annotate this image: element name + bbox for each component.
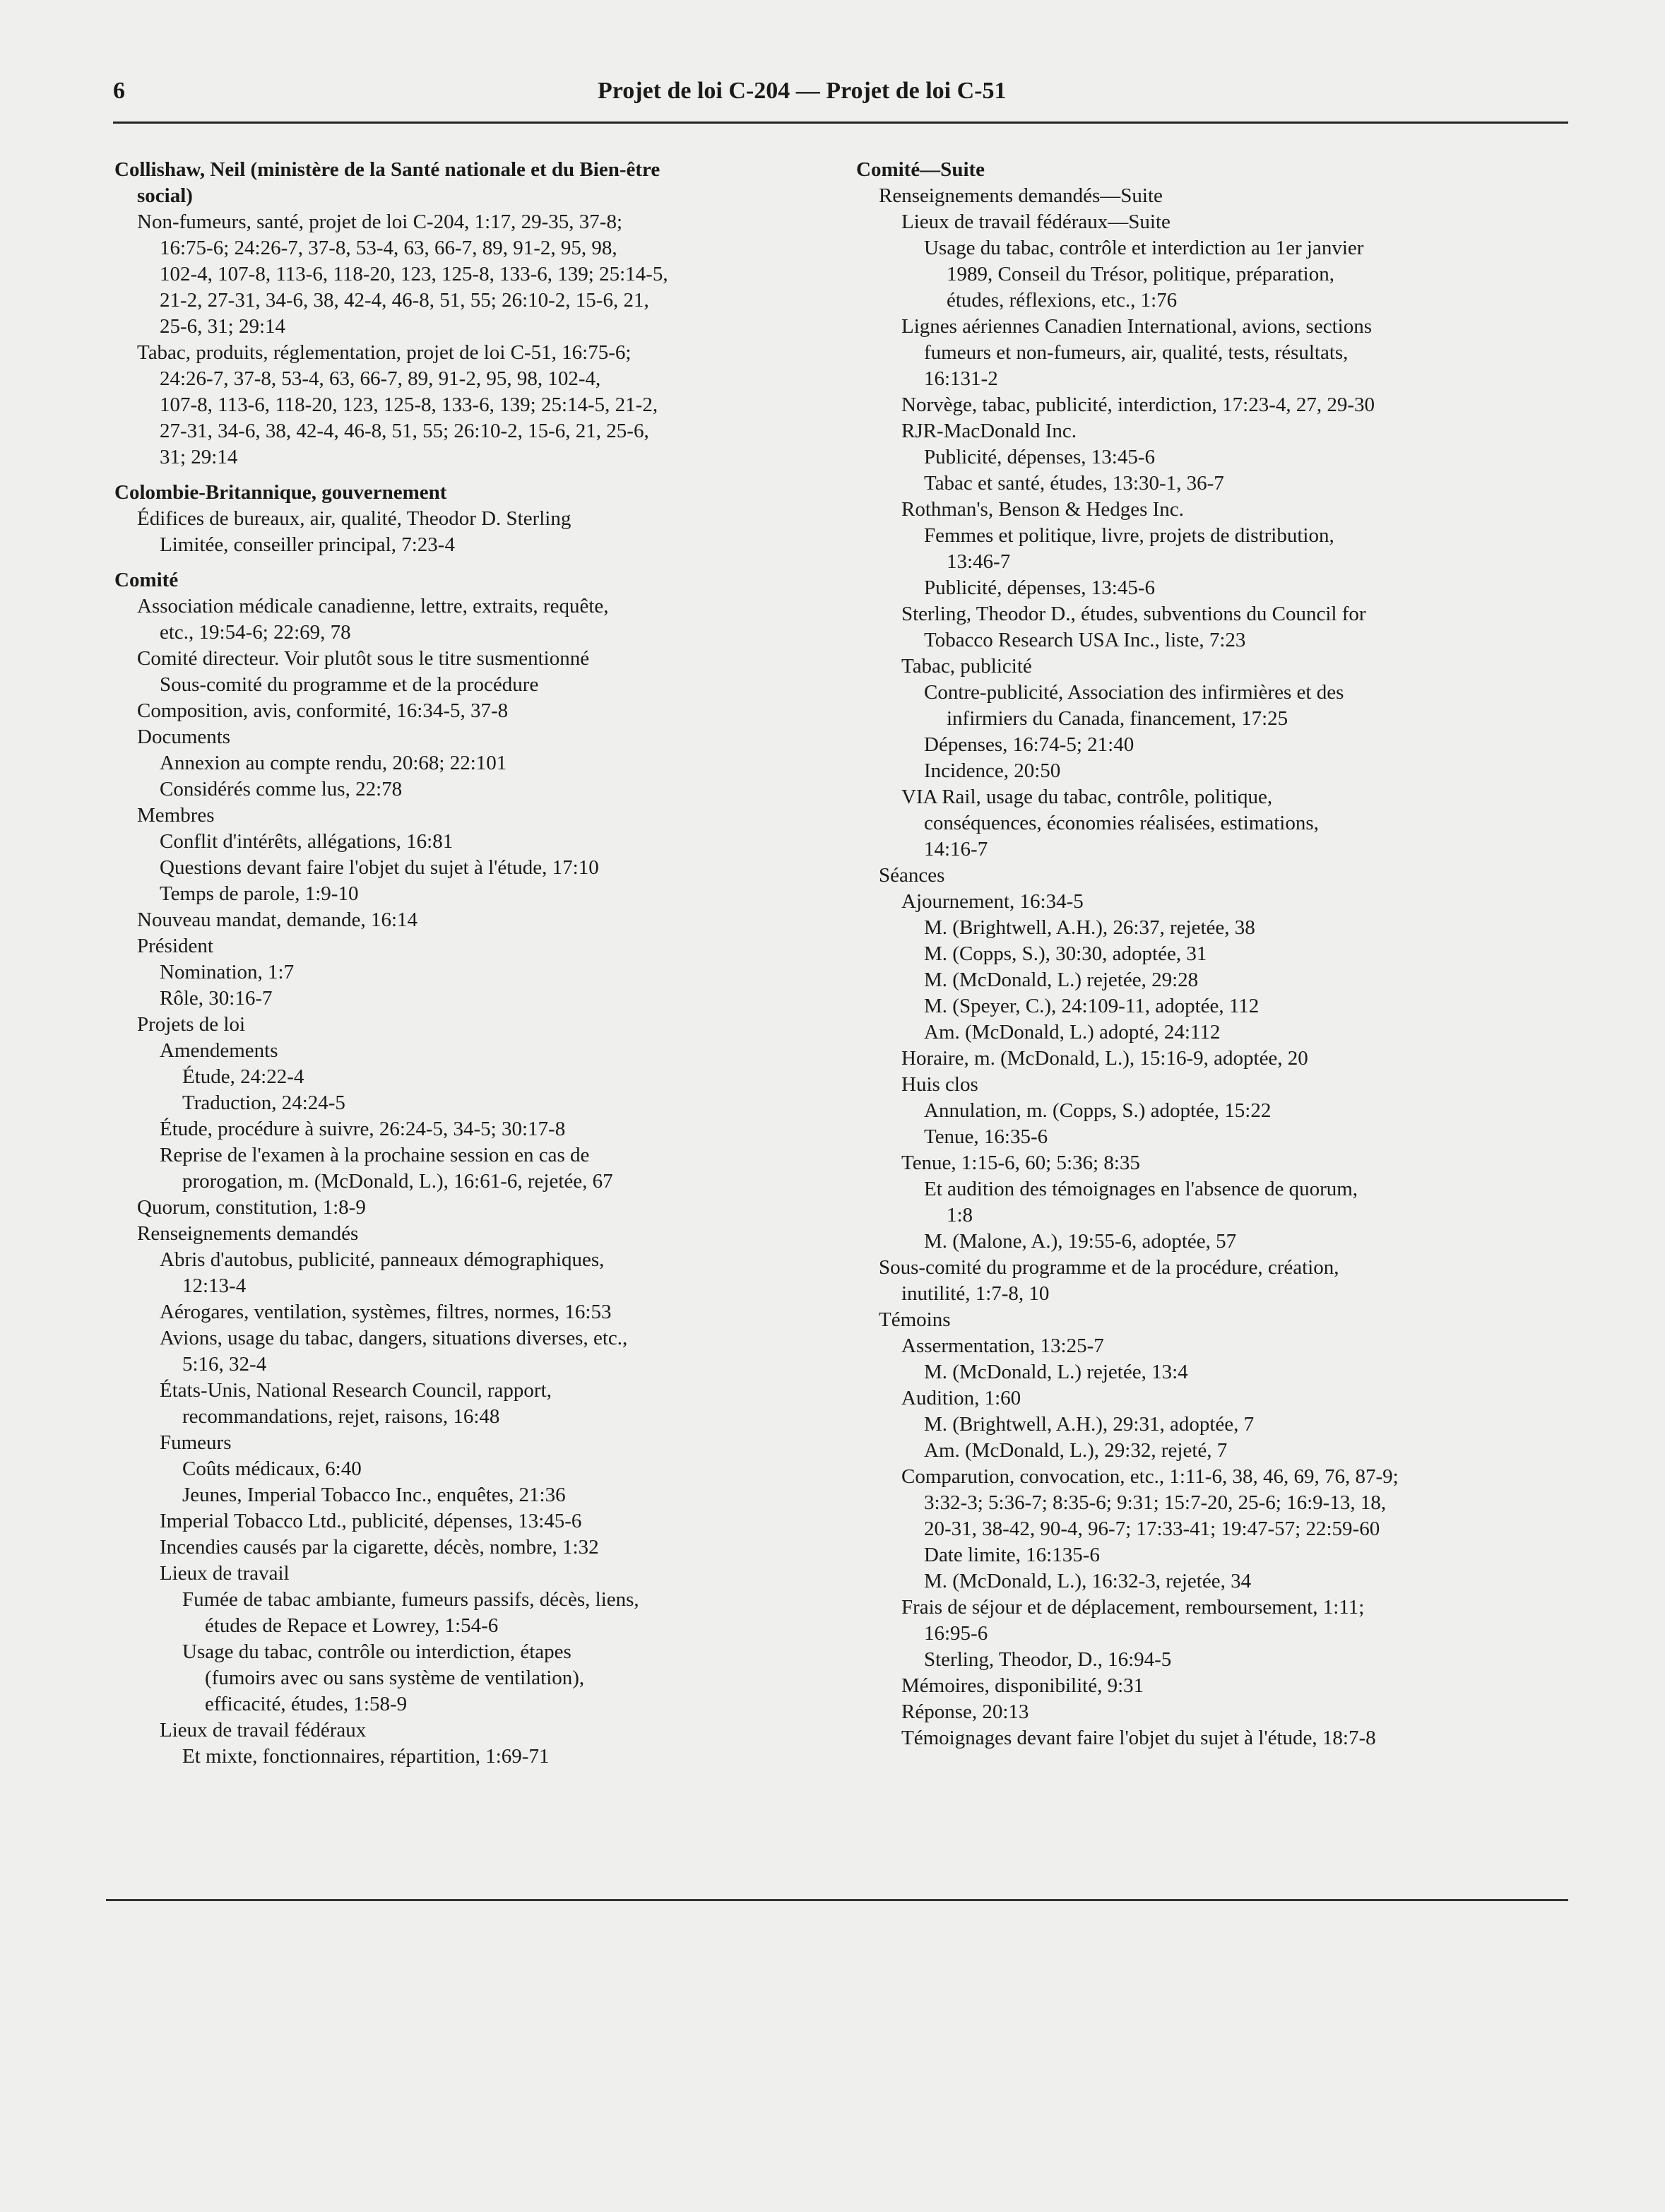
index-entry bbox=[856, 444, 1556, 471]
index-line: Témoignages devant faire l'objet du sujet à l'étude, 18:7-8 bbox=[901, 1727, 1376, 1749]
page-header bbox=[113, 78, 1568, 105]
index-line: Tenue, 1:15-6, 60; 5:36; 8:35 bbox=[901, 1152, 1140, 1174]
index-entry bbox=[856, 1438, 1556, 1464]
index-entry bbox=[856, 993, 1556, 1019]
index-entry bbox=[856, 1699, 1556, 1725]
index-line: Tabac et santé, études, 13:30-1, 36-7 bbox=[924, 472, 1224, 495]
index-line: Frais de séjour et de déplacement, remboursement, 1:11; bbox=[901, 1596, 1365, 1619]
index-entry bbox=[114, 1064, 814, 1090]
index-line: 31; 29:14 bbox=[160, 446, 238, 468]
index-entry bbox=[114, 1430, 814, 1456]
index-line: conséquences, économies réalisées, estimations, bbox=[924, 812, 1319, 834]
index-line: Tabac, publicité bbox=[901, 655, 1032, 678]
index-entry bbox=[856, 653, 1556, 680]
index-line: Collishaw, Neil (ministère de la Santé nationale et du Bien-être bbox=[114, 158, 660, 181]
index-entry bbox=[856, 1595, 1556, 1647]
index-line: prorogation, m. (McDonald, L.), 16:61-6, rejetée, 67 bbox=[182, 1170, 613, 1193]
index-line: Non-fumeurs, santé, projet de loi C-204, 1:17, 29-35, 37-8; bbox=[137, 211, 623, 233]
index-line: Lieux de travail bbox=[160, 1562, 290, 1585]
index-line: 25-6, 31; 29:14 bbox=[160, 315, 286, 338]
index-entry bbox=[114, 724, 814, 750]
index-entry bbox=[856, 1568, 1556, 1595]
index-line: Am. (McDonald, L.) adopté, 24:112 bbox=[924, 1021, 1221, 1043]
index-entry bbox=[856, 915, 1556, 941]
index-line: 20-31, 38-42, 90-4, 96-7; 17:33-41; 19:47-57; 22:59-60 bbox=[924, 1518, 1380, 1540]
index-line: efficacité, études, 1:58-9 bbox=[205, 1693, 408, 1715]
index-entry bbox=[114, 646, 814, 672]
index-line: M. (Brightwell, A.H.), 26:37, rejetée, 38 bbox=[924, 916, 1255, 939]
header-rule bbox=[113, 122, 1568, 124]
index-entry bbox=[114, 1717, 814, 1744]
index-entry bbox=[114, 209, 814, 340]
index-entry bbox=[114, 672, 814, 698]
index-line: Sous-comité du programme et de la procédure bbox=[160, 673, 539, 696]
index-line: M. (Speyer, C.), 24:109-11, adoptée, 112 bbox=[924, 995, 1260, 1017]
index-entry bbox=[856, 941, 1556, 967]
index-entry bbox=[114, 959, 814, 986]
index-entry bbox=[114, 1744, 814, 1770]
index-entry bbox=[114, 907, 814, 933]
index-line: Amendements bbox=[160, 1039, 278, 1062]
index-entry bbox=[114, 1142, 814, 1195]
index-entry bbox=[856, 575, 1556, 601]
index-entry bbox=[856, 1072, 1556, 1098]
index-line: Imperial Tobacco Ltd., publicité, dépenses, 13:45-6 bbox=[160, 1510, 582, 1532]
index-entry bbox=[856, 863, 1556, 889]
index-line: Tabac, produits, réglementation, projet de loi C-51, 16:75-6; bbox=[137, 341, 632, 364]
index-line: Séances bbox=[879, 864, 945, 887]
index-entry bbox=[114, 1012, 814, 1038]
index-line: 1:8 bbox=[947, 1204, 973, 1226]
index-line: Témoins bbox=[879, 1308, 951, 1331]
index-line: Questions devant faire l'objet du sujet à l'étude, 17:10 bbox=[160, 856, 599, 879]
index-line: 1989, Conseil du Trésor, politique, préparation, bbox=[947, 263, 1334, 285]
index-line: Président bbox=[137, 935, 213, 957]
index-line: 3:32-3; 5:36-7; 8:35-6; 9:31; 15:7-20, 25-6; 16:9-13, 18, bbox=[924, 1491, 1387, 1514]
index-entry bbox=[856, 732, 1556, 758]
index-entry bbox=[114, 1561, 814, 1587]
index-line: Tenue, 16:35-6 bbox=[924, 1125, 1048, 1148]
page-number: 6 bbox=[113, 78, 125, 104]
index-entry bbox=[856, 1229, 1556, 1255]
index-line: Sterling, Theodor D., études, subventions du Council for bbox=[901, 603, 1366, 625]
index-line: Membres bbox=[137, 804, 215, 827]
index-line: États-Unis, National Research Council, rapport, bbox=[160, 1379, 552, 1402]
index-entry bbox=[856, 784, 1556, 863]
index-entry bbox=[114, 1639, 814, 1717]
index-line: Limitée, conseiller principal, 7:23-4 bbox=[160, 533, 455, 556]
index-line: Huis clos bbox=[901, 1073, 978, 1096]
index-entry bbox=[114, 1482, 814, 1508]
index-line: 21-2, 27-31, 34-6, 38, 42-4, 46-8, 51, 55; 26:10-2, 15-6, 21, bbox=[160, 289, 649, 312]
index-line: VIA Rail, usage du tabac, contrôle, politique, bbox=[901, 786, 1273, 808]
index-entry bbox=[114, 750, 814, 776]
index-line: Publicité, dépenses, 13:45-6 bbox=[924, 446, 1156, 468]
index-entry bbox=[856, 1647, 1556, 1673]
index-entry bbox=[856, 889, 1556, 915]
index-line: fumeurs et non-fumeurs, air, qualité, tests, résultats, bbox=[924, 341, 1349, 364]
index-line: Rôle, 30:16-7 bbox=[160, 987, 273, 1010]
index-line: Comité bbox=[114, 569, 179, 591]
index-line: 12:13-4 bbox=[182, 1274, 247, 1297]
index-line: Usage du tabac, contrôle ou interdiction, étapes bbox=[182, 1640, 571, 1663]
index-line: Contre-publicité, Association des infirmières et des bbox=[924, 681, 1344, 704]
index-entry bbox=[114, 1090, 814, 1116]
index-line: M. (Brightwell, A.H.), 29:31, adoptée, 7 bbox=[924, 1413, 1255, 1436]
index-line: Colombie-Britannique, gouvernement bbox=[114, 481, 447, 504]
index-entry bbox=[114, 1247, 814, 1299]
index-line: 102-4, 107-8, 113-6, 118-20, 123, 125-8, 133-6, 139; 25:14-5, bbox=[160, 263, 668, 285]
index-line: Lignes aériennes Canadien International, avions, sections bbox=[901, 315, 1372, 338]
index-line: Incidence, 20:50 bbox=[924, 759, 1061, 782]
index-entry bbox=[856, 1307, 1556, 1333]
index-entry bbox=[114, 1116, 814, 1142]
index-line: Mémoires, disponibilité, 9:31 bbox=[901, 1674, 1144, 1697]
index-line: Documents bbox=[137, 726, 231, 748]
index-entry bbox=[856, 1124, 1556, 1150]
index-line: 16:95-6 bbox=[924, 1622, 988, 1645]
index-entry bbox=[114, 1038, 814, 1064]
index-entry bbox=[856, 209, 1556, 235]
index-entry bbox=[114, 776, 814, 803]
index-entry bbox=[856, 1019, 1556, 1046]
index-line: Comparution, convocation, etc., 1:11-6, 38, 46, 69, 76, 87-9; bbox=[901, 1465, 1399, 1488]
index-entry bbox=[114, 1299, 814, 1325]
index-line: Temps de parole, 1:9-10 bbox=[160, 882, 359, 905]
index-line: Composition, avis, conformité, 16:34-5, 37-8 bbox=[137, 699, 509, 722]
index-entry bbox=[856, 1098, 1556, 1124]
index-entry bbox=[114, 986, 814, 1012]
index-line: Annulation, m. (Copps, S.) adoptée, 15:22 bbox=[924, 1099, 1272, 1122]
index-line: 13:46-7 bbox=[947, 550, 1011, 573]
index-line: 107-8, 113-6, 118-20, 123, 125-8, 133-6, 139; 25:14-5, 21-2, bbox=[160, 394, 658, 416]
index-line: Étude, procédure à suivre, 26:24-5, 34-5; 30:17-8 bbox=[160, 1118, 566, 1140]
index-line: 24:26-7, 37-8, 53-4, 63, 66-7, 89, 91-2, 95, 98, 102-4, bbox=[160, 367, 601, 390]
index-entry bbox=[856, 1046, 1556, 1072]
index-line: Et mixte, fonctionnaires, répartition, 1:69-71 bbox=[182, 1745, 550, 1768]
index-entry bbox=[856, 523, 1556, 575]
index-entry bbox=[114, 1378, 814, 1430]
index-line: M. (McDonald, L.) rejetée, 29:28 bbox=[924, 969, 1199, 991]
left-index-column bbox=[114, 157, 814, 1770]
index-line: Incendies causés par la cigarette, décès, nombre, 1:32 bbox=[160, 1536, 599, 1559]
index-line: Association médicale canadienne, lettre, extraits, requête, bbox=[137, 595, 609, 617]
index-entry bbox=[856, 758, 1556, 784]
index-line: Édifices de bureaux, air, qualité, Theodor D. Sterling bbox=[137, 507, 571, 530]
index-line: Am. (McDonald, L.), 29:32, rejeté, 7 bbox=[924, 1439, 1228, 1462]
index-entry bbox=[856, 1673, 1556, 1699]
index-line: 5:16, 32-4 bbox=[182, 1353, 267, 1376]
index-line: Étude, 24:22-4 bbox=[182, 1065, 304, 1088]
index-line: Jeunes, Imperial Tobacco Inc., enquêtes, 21:36 bbox=[182, 1484, 566, 1506]
index-line: inutilité, 1:7-8, 10 bbox=[901, 1282, 1050, 1305]
index-line: Avions, usage du tabac, dangers, situations diverses, etc., bbox=[160, 1327, 628, 1349]
index-line: M. (McDonald, L.) rejetée, 13:4 bbox=[924, 1361, 1188, 1383]
right-index-column bbox=[856, 157, 1556, 1751]
index-entry bbox=[114, 1195, 814, 1221]
index-line: 16:131-2 bbox=[924, 367, 998, 390]
index-line: M. (Copps, S.), 30:30, adoptée, 31 bbox=[924, 942, 1207, 965]
index-entry bbox=[856, 497, 1556, 523]
index-heading bbox=[114, 480, 814, 506]
index-entry bbox=[856, 1542, 1556, 1568]
index-entry bbox=[114, 506, 814, 558]
index-line: Tobacco Research USA Inc., liste, 7:23 bbox=[924, 629, 1246, 651]
index-line: Ajournement, 16:34-5 bbox=[901, 890, 1084, 913]
index-line: Quorum, constitution, 1:8-9 bbox=[137, 1196, 366, 1219]
index-entry bbox=[856, 1176, 1556, 1229]
index-line: Considérés comme lus, 22:78 bbox=[160, 778, 403, 800]
index-line: Aérogares, ventilation, systèmes, filtres, normes, 16:53 bbox=[160, 1301, 612, 1323]
index-entry bbox=[114, 803, 814, 829]
index-heading bbox=[114, 567, 814, 593]
footer-rule bbox=[106, 1899, 1568, 1901]
index-entry bbox=[114, 1221, 814, 1247]
index-heading bbox=[114, 157, 814, 209]
index-entry bbox=[856, 418, 1556, 444]
index-line: Comité—Suite bbox=[856, 158, 985, 181]
index-entry bbox=[856, 183, 1556, 209]
index-line: (fumoirs avec ou sans système de ventilation), bbox=[205, 1667, 585, 1689]
index-line: Sterling, Theodor, D., 16:94-5 bbox=[924, 1648, 1172, 1671]
index-line: RJR-MacDonald Inc. bbox=[901, 420, 1077, 442]
index-line: Nouveau mandat, demande, 16:14 bbox=[137, 909, 418, 931]
index-entry bbox=[114, 1325, 814, 1378]
index-line: Fumeurs bbox=[160, 1431, 232, 1454]
index-entry bbox=[114, 593, 814, 646]
index-line: M. (McDonald, L.), 16:32-3, rejetée, 34 bbox=[924, 1570, 1252, 1592]
index-line: social) bbox=[137, 184, 193, 207]
index-entry bbox=[114, 1587, 814, 1639]
index-line: Publicité, dépenses, 13:45-6 bbox=[924, 576, 1156, 599]
index-line: Lieux de travail fédéraux—Suite bbox=[901, 211, 1171, 233]
index-entry bbox=[856, 1385, 1556, 1412]
index-entry bbox=[114, 933, 814, 959]
index-line: Abris d'autobus, publicité, panneaux démographiques, bbox=[160, 1248, 605, 1271]
index-entry bbox=[856, 1333, 1556, 1359]
index-entry bbox=[856, 314, 1556, 392]
index-entry bbox=[114, 340, 814, 471]
index-entry bbox=[856, 1150, 1556, 1176]
index-line: Renseignements demandés bbox=[137, 1222, 359, 1245]
index-entry bbox=[114, 1456, 814, 1482]
index-line: Rothman's, Benson & Hedges Inc. bbox=[901, 498, 1184, 521]
index-line: Renseignements demandés—Suite bbox=[879, 184, 1163, 207]
index-line: Norvège, tabac, publicité, interdiction, 17:23-4, 27, 29-30 bbox=[901, 394, 1375, 416]
index-entry bbox=[856, 1255, 1556, 1307]
index-entry bbox=[856, 680, 1556, 732]
index-line: Réponse, 20:13 bbox=[901, 1701, 1029, 1723]
index-line: infirmiers du Canada, financement, 17:25 bbox=[947, 707, 1288, 730]
index-entry bbox=[856, 1412, 1556, 1438]
index-line: Dépenses, 16:74-5; 21:40 bbox=[924, 733, 1134, 756]
index-line: Comité directeur. Voir plutôt sous le titre susmentionné bbox=[137, 647, 590, 670]
index-entry bbox=[856, 1464, 1556, 1542]
index-line: Projets de loi bbox=[137, 1013, 246, 1036]
index-line: Coûts médicaux, 6:40 bbox=[182, 1457, 362, 1480]
index-line: Et audition des témoignages en l'absence de quorum, bbox=[924, 1178, 1358, 1200]
running-title: Projet de loi C-204 — Projet de loi C-51 bbox=[598, 78, 1007, 104]
index-line: 16:75-6; 24:26-7, 37-8, 53-4, 63, 66-7, 89, 91-2, 95, 98, bbox=[160, 237, 617, 259]
index-entry bbox=[114, 1534, 814, 1561]
index-entry bbox=[114, 855, 814, 881]
index-entry bbox=[114, 698, 814, 724]
index-entry bbox=[856, 601, 1556, 653]
index-entry bbox=[856, 1359, 1556, 1385]
index-line: Traduction, 24:24-5 bbox=[182, 1092, 345, 1114]
index-line: études, réflexions, etc., 1:76 bbox=[947, 289, 1178, 312]
index-entry bbox=[856, 471, 1556, 497]
index-line: Audition, 1:60 bbox=[901, 1387, 1021, 1409]
index-line: Date limite, 16:135-6 bbox=[924, 1544, 1100, 1566]
index-line: recommandations, rejet, raisons, 16:48 bbox=[182, 1405, 500, 1428]
index-line: Annexion au compte rendu, 20:68; 22:101 bbox=[160, 752, 507, 774]
index-entry bbox=[856, 1725, 1556, 1751]
index-line: Assermentation, 13:25-7 bbox=[901, 1335, 1104, 1357]
index-line: 14:16-7 bbox=[924, 838, 988, 860]
index-line: Reprise de l'examen à la prochaine session en cas de bbox=[160, 1144, 590, 1166]
index-line: etc., 19:54-6; 22:69, 78 bbox=[160, 621, 351, 644]
index-line: Fumée de tabac ambiante, fumeurs passifs, décès, liens, bbox=[182, 1588, 639, 1611]
index-line: Usage du tabac, contrôle et interdiction au 1er janvier bbox=[924, 237, 1364, 259]
index-line: Sous-comité du programme et de la procédure, création, bbox=[879, 1256, 1339, 1279]
index-line: M. (Malone, A.), 19:55-6, adoptée, 57 bbox=[924, 1230, 1237, 1253]
index-line: 27-31, 34-6, 38, 42-4, 46-8, 51, 55; 26:10-2, 15-6, 21, 25-6, bbox=[160, 420, 649, 442]
index-entry bbox=[114, 881, 814, 907]
index-entry bbox=[114, 1508, 814, 1534]
index-line: études de Repace et Lowrey, 1:54-6 bbox=[205, 1614, 499, 1637]
index-entry bbox=[856, 967, 1556, 993]
index-line: Femmes et politique, livre, projets de distribution, bbox=[924, 524, 1334, 547]
index-entry bbox=[114, 829, 814, 855]
index-line: Conflit d'intérêts, allégations, 16:81 bbox=[160, 830, 454, 853]
index-line: Nomination, 1:7 bbox=[160, 961, 295, 983]
index-heading bbox=[856, 157, 1556, 183]
index-line: Horaire, m. (McDonald, L.), 15:16-9, adoptée, 20 bbox=[901, 1047, 1308, 1070]
index-entry bbox=[856, 392, 1556, 418]
index-entry bbox=[856, 235, 1556, 314]
index-line: Lieux de travail fédéraux bbox=[160, 1719, 367, 1741]
